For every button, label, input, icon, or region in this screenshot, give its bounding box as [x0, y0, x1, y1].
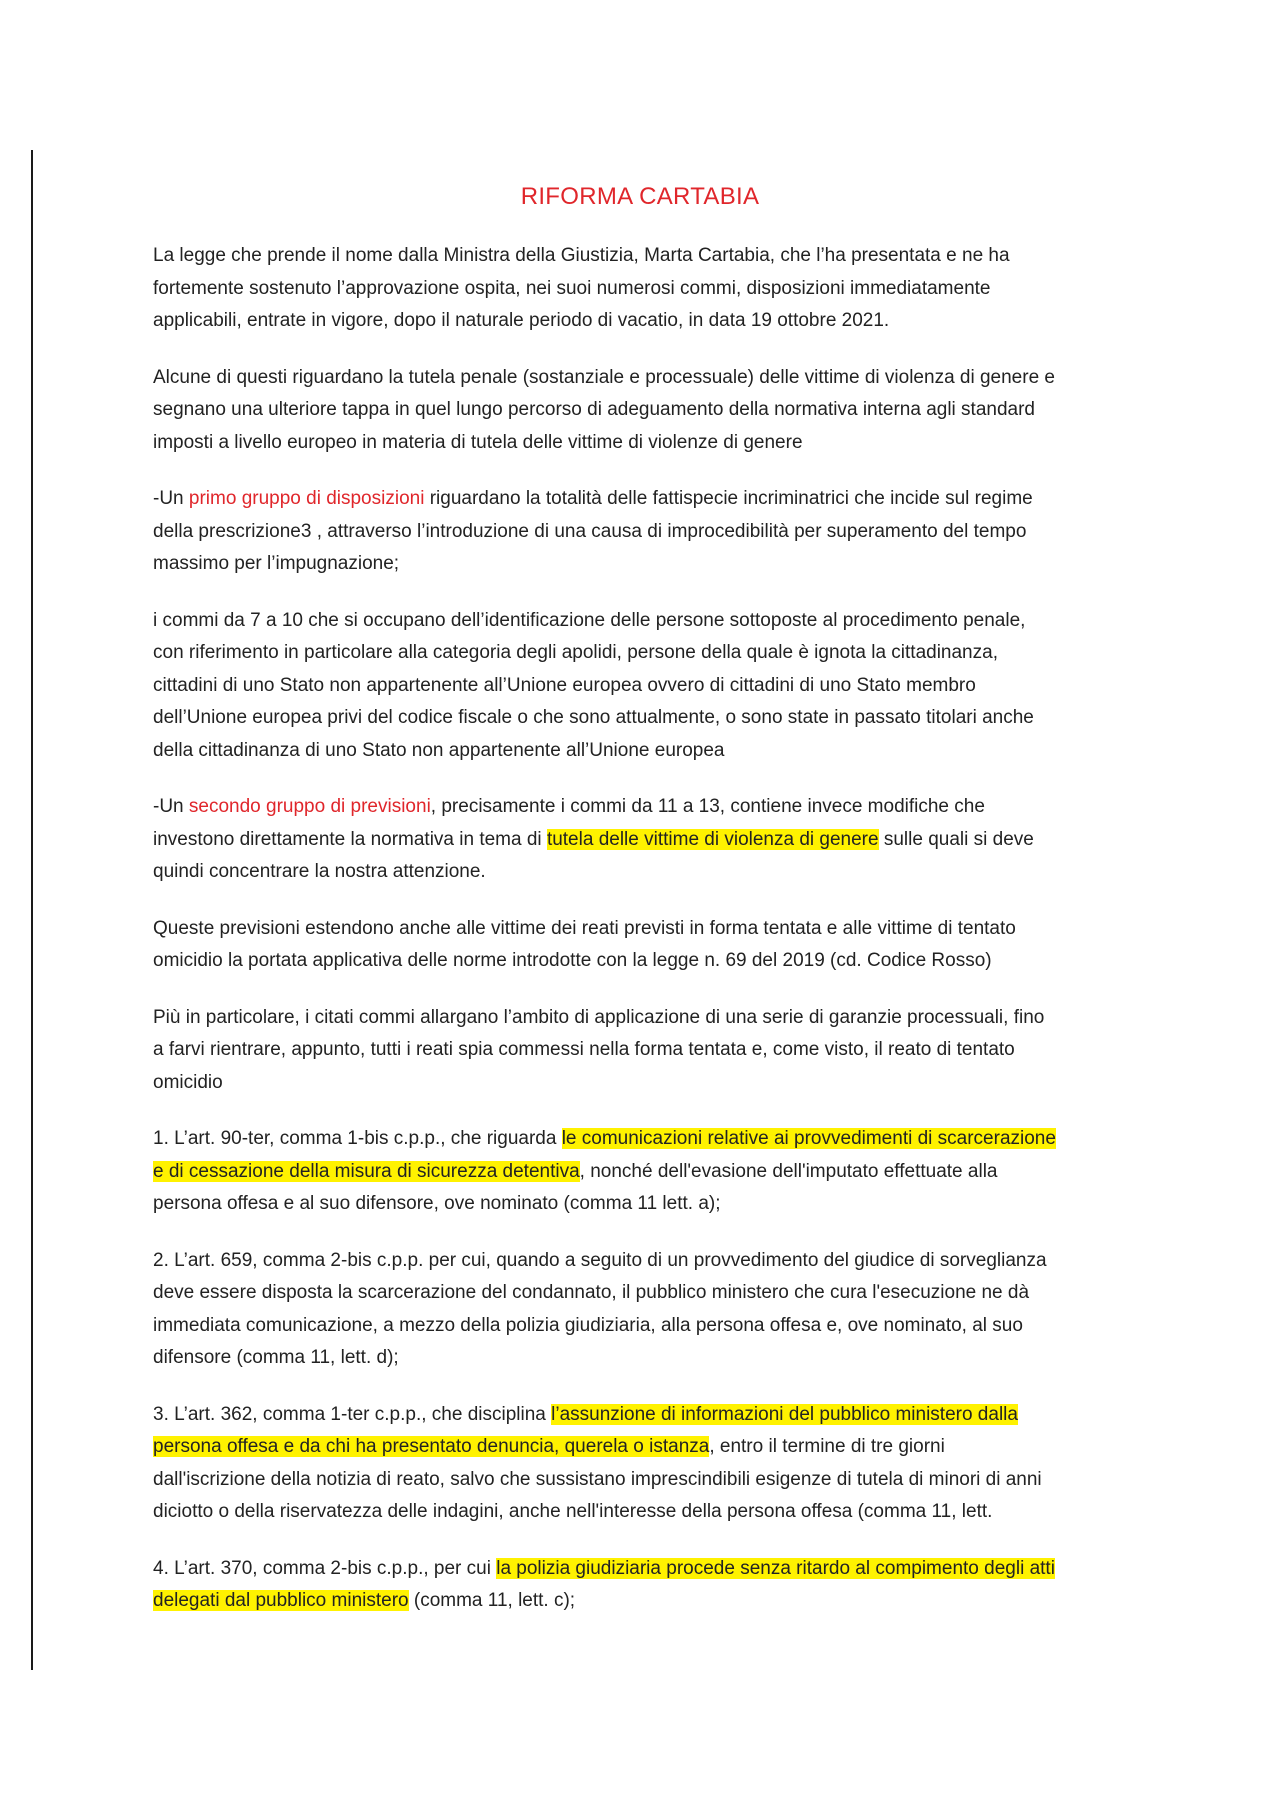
text-segment: imposti a livello europeo in materia di tutela delle vittime di violenze di genere	[153, 431, 803, 453]
text-segment: , entro il termine di tre giorni	[709, 1436, 945, 1457]
text-line	[153, 1245, 1163, 1278]
text-segment: immediata comunicazione, a mezzo della polizia giudiziaria, alla persona offesa e, ove nominato, al suo	[153, 1314, 1023, 1336]
text-line	[153, 1464, 1163, 1497]
text-segment: , nonché dell'evasione dell'imputato effettuate alla	[579, 1160, 998, 1182]
highlighted-text: l’assunzione di informazioni del pubblico ministero dalla	[551, 1403, 1018, 1425]
text-segment: Queste previsioni estendono anche alle vittime dei reati previsti in forma tentata e alle vittime di tentato	[153, 917, 1016, 939]
text-line	[153, 273, 1163, 306]
text-line	[153, 1123, 1163, 1156]
text-segment: della cittadinanza di uno Stato non appartenente all’Unione europea	[153, 739, 725, 761]
text-line	[153, 1156, 1163, 1189]
text-segment: 4. L’art. 370, comma 2-bis c.p.p., per cui	[153, 1557, 497, 1579]
text-segment: dell’Unione europea privi del codice fiscale o che sono attualmente, o sono state in passato titolari anche	[153, 707, 1034, 728]
text-segment: con riferimento in particolare alla categoria degli apolidi, persone della quale è ignota la cittadinanza,	[153, 642, 998, 663]
red-emphasis-text: primo gruppo di disposizioni	[188, 488, 425, 509]
text-line	[153, 1310, 1163, 1343]
text-line	[153, 791, 1163, 824]
text-segment: della prescrizione3 , attraverso l’introduzione di una causa di improcedibilità per superamento del tempo	[153, 520, 1027, 542]
text-line	[153, 240, 1163, 273]
text-segment: (comma 11, lett. c);	[408, 1590, 576, 1611]
document-title: RIFORMA CARTABIA	[520, 183, 760, 210]
text-line	[153, 605, 1163, 638]
text-line	[153, 548, 1163, 581]
left-margin-line	[31, 150, 33, 1670]
highlighted-text: persona offesa e da chi ha presentato denuncia, querela o istanza	[153, 1436, 710, 1457]
text-segment: i commi da 7 a 10 che si occupano dell’identificazione delle persone sottoposte al procedimento penale,	[153, 609, 1026, 631]
text-segment: dall'iscrizione della notizia di reato, salvo che sussistano imprescindibili esigenze di tutela di minori di anni	[153, 1468, 1042, 1490]
paragraph	[153, 240, 1163, 338]
text-segment: investono direttamente la normativa in tema di	[153, 828, 547, 850]
text-line	[153, 735, 1163, 768]
text-line	[153, 856, 1163, 889]
text-line	[153, 483, 1163, 516]
text-line	[153, 1585, 1163, 1618]
paragraph	[153, 1553, 1163, 1618]
text-segment: a farvi rientrare, appunto, tutti i reati spia commessi nella forma tentata e, come visto, il reato di tentato	[153, 1039, 1015, 1060]
text-segment: 3. L’art. 362, comma 1-ter c.p.p., che disciplina	[153, 1403, 552, 1425]
text-line	[153, 702, 1163, 735]
text-segment: segnano una ulteriore tappa in quel lungo percorso di adeguamento della normativa interna agli standard	[153, 399, 1035, 420]
text-line	[153, 516, 1163, 549]
highlighted-text: e di cessazione della misura di sicurezza detentiva	[153, 1160, 580, 1182]
paragraph	[153, 362, 1163, 460]
text-line	[153, 1188, 1163, 1221]
text-segment: , precisamente i commi da 11 a 13, contiene invece modifiche che	[430, 796, 985, 817]
text-line	[153, 362, 1163, 395]
text-segment: 1. L’art. 90-ter, comma 1-bis c.p.p., che riguarda	[153, 1128, 562, 1149]
text-line	[153, 305, 1163, 338]
text-segment: fortemente sostenuto l’approvazione ospita, nei suoi numerosi commi, disposizioni immediatamente	[153, 277, 991, 299]
text-line	[153, 1399, 1163, 1432]
text-segment: persona offesa e al suo difensore, ove nominato (comma 11 lett. a);	[153, 1193, 721, 1214]
text-line	[153, 945, 1163, 978]
text-line	[153, 427, 1163, 460]
text-line	[153, 1002, 1163, 1035]
text-segment: difensore (comma 11, lett. d);	[153, 1347, 399, 1368]
highlighted-text: la polizia giudiziaria procede senza ritardo al compimento degli atti	[496, 1557, 1055, 1579]
text-segment: sulle quali si deve	[878, 828, 1034, 850]
text-line	[153, 670, 1163, 703]
text-segment: Alcune di questi riguardano la tutela penale (sostanziale e processuale) delle vittime di violenza di genere e	[153, 366, 1055, 388]
text-segment: diciotto o della riservatezza delle indagini, anche nell'interesse della persona offesa (comma 11, lett.	[153, 1501, 993, 1522]
text-segment: -Un	[153, 796, 189, 817]
text-line	[153, 1496, 1163, 1529]
text-line	[153, 1034, 1163, 1067]
text-segment: applicabili, entrate in vigore, dopo il naturale periodo di vacatio, in data 19 ottobre 2021.	[153, 310, 890, 331]
paragraph	[153, 913, 1163, 978]
document-body	[153, 240, 1163, 1642]
text-segment: omicidio	[153, 1071, 223, 1093]
text-segment: cittadini di uno Stato non appartenente all’Unione europea ovvero di cittadini di uno Stato membro	[153, 674, 976, 696]
text-segment: Più in particolare, i citati commi allargano l’ambito di applicazione di una serie di garanzie processuali, fino	[153, 1006, 1045, 1028]
text-line	[153, 1277, 1163, 1310]
highlighted-text: tutela delle vittime di violenza di genere	[546, 828, 879, 850]
text-line	[153, 1553, 1163, 1586]
text-segment: -Un	[153, 488, 189, 509]
paragraph	[153, 1002, 1163, 1100]
paragraph	[153, 1245, 1163, 1375]
paragraph	[153, 791, 1163, 889]
text-line	[153, 1342, 1163, 1375]
text-segment: deve essere disposta la scarcerazione del condannato, il pubblico ministero che cura l'esecuzione ne dà	[153, 1282, 1030, 1303]
text-line	[153, 1431, 1163, 1464]
text-segment: omicidio la portata applicativa delle norme introdotte con la legge n. 69 del 2019 (cd. Codice Rosso)	[153, 950, 992, 971]
text-line	[153, 913, 1163, 946]
paragraph	[153, 1399, 1163, 1529]
text-segment: quindi concentrare la nostra attenzione.	[153, 861, 486, 882]
text-segment: 2. L’art. 659, comma 2-bis c.p.p. per cui, quando a seguito di un provvedimento del giudice di sorveglianza	[153, 1249, 1047, 1271]
red-emphasis-text: secondo gruppo di previsioni	[188, 796, 431, 817]
paragraph	[153, 483, 1163, 581]
highlighted-text: delegati dal pubblico ministero	[153, 1590, 409, 1611]
text-line	[153, 824, 1163, 857]
highlighted-text: le comunicazioni relative ai provvedimenti di scarcerazione	[561, 1128, 1056, 1149]
text-segment: riguardano la totalità delle fattispecie incriminatrici che incide sul regime	[424, 488, 1033, 509]
text-segment: La legge che prende il nome dalla Ministra della Giustizia, Marta Cartabia, che l’ha presentata e ne ha	[153, 245, 1010, 266]
paragraph	[153, 605, 1163, 768]
paragraph	[153, 1123, 1163, 1221]
text-segment: massimo per l’impugnazione;	[153, 553, 400, 574]
text-line	[153, 394, 1163, 427]
text-line	[153, 1067, 1163, 1100]
text-line	[153, 637, 1163, 670]
